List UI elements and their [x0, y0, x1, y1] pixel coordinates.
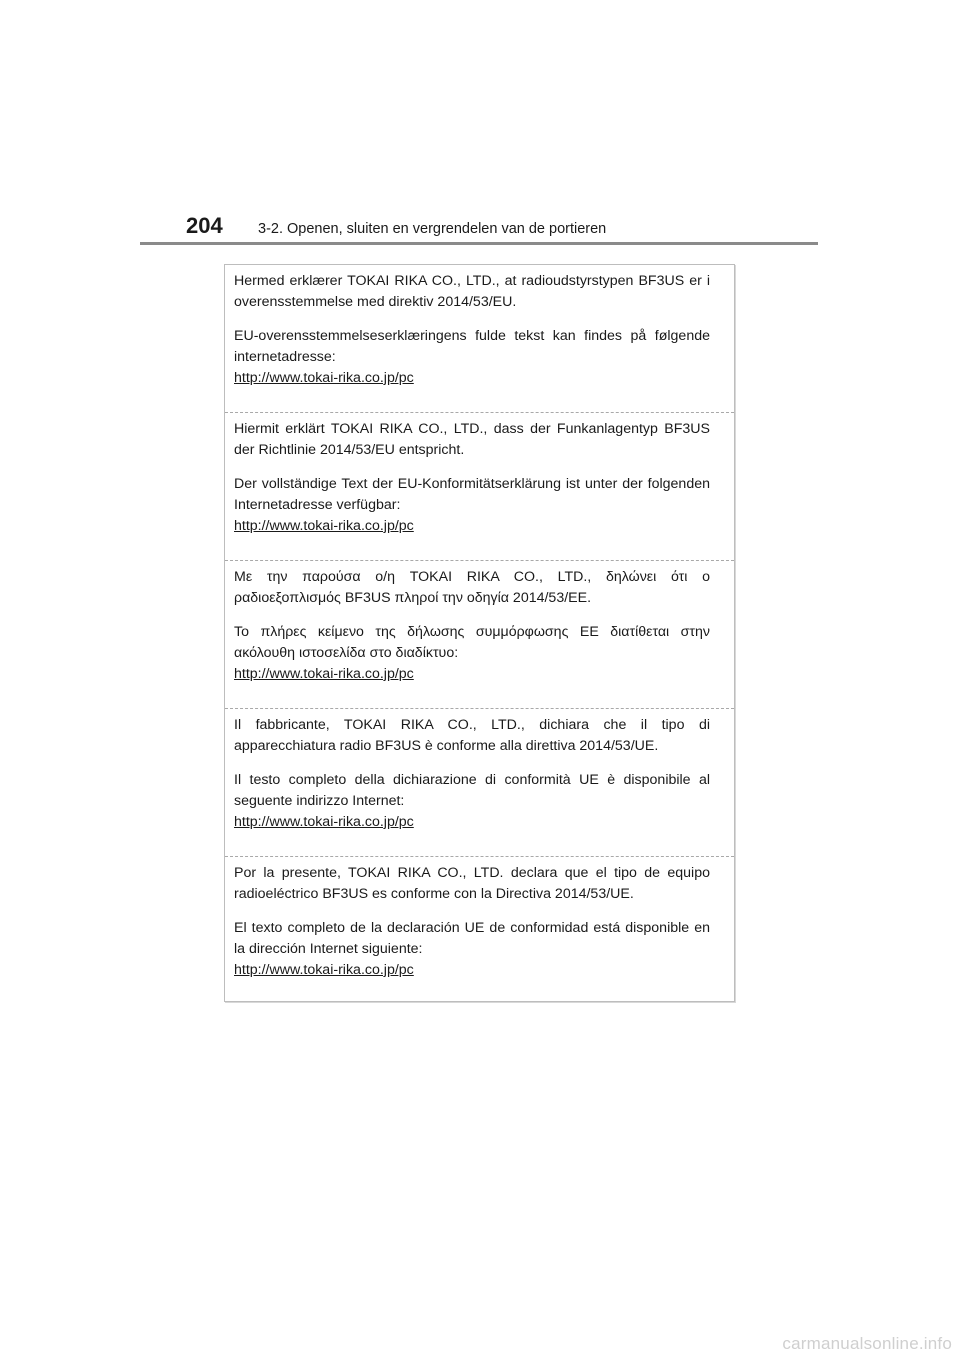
header-divider: [140, 242, 818, 245]
declaration-block-danish: [225, 265, 734, 413]
declaration-block-spanish: [225, 857, 734, 1001]
declaration-statement: Με την παρούσα ο/η TOKAI RIKA CO., LTD., δηλώνει ότι ο ραδιοεξοπλισμός BF3US πληροί την οδηγία 2014/53/ΕΕ.: [234, 569, 710, 606]
declaration-link[interactable]: http://www.tokai-rika.co.jp/pc: [234, 962, 414, 978]
declaration-availability: El texto completo de la declaración UE de conformidad está disponible en la dirección Internet siguiente:: [234, 920, 710, 957]
section-title: 3-2. Openen, sluiten en vergrendelen van de portieren: [258, 221, 607, 237]
declaration-availability: EU-overensstemmelseserklæringens fulde tekst kan findes på følgende internetadresse:: [234, 328, 710, 365]
declaration-availability: Το πλήρες κείμενο της δήλωσης συμμόρφωσης ΕΕ διατίθεται στην ακόλουθη ιστοσελίδα στο διαδίκτυο:: [234, 624, 710, 661]
declaration-link[interactable]: http://www.tokai-rika.co.jp/pc: [234, 370, 414, 386]
declaration-statement: Il fabbricante, TOKAI RIKA CO., LTD., dichiara che il tipo di apparecchiatura radio BF3US è conforme alla direttiva 2014/53/UE.: [234, 717, 710, 754]
declaration-statement: Hermed erklærer TOKAI RIKA CO., LTD., at radioudstyrstypen BF3US er i overensstemmelse med direktiv 2014/53/EU.: [234, 273, 710, 310]
declaration-link[interactable]: http://www.tokai-rika.co.jp/pc: [234, 518, 414, 534]
watermark: carmanualsonline.info: [782, 1334, 952, 1353]
declaration-panel: [224, 264, 735, 1002]
declaration-link[interactable]: http://www.tokai-rika.co.jp/pc: [234, 814, 414, 830]
declaration-statement: Hiermit erklärt TOKAI RIKA CO., LTD., dass der Funkanlagentyp BF3US der Richtlinie 2014/53/EU entspricht.: [234, 421, 710, 458]
declaration-block-german: [225, 413, 734, 561]
declaration-block-greek: [225, 561, 734, 709]
declaration-availability: Il testo completo della dichiarazione di conformità UE è disponibile al seguente indirizzo Internet:: [234, 772, 710, 809]
declaration-statement: Por la presente, TOKAI RIKA CO., LTD. declara que el tipo de equipo radioeléctrico BF3US es conforme con la Directiva 2014/53/UE.: [234, 865, 710, 902]
declaration-link[interactable]: http://www.tokai-rika.co.jp/pc: [234, 666, 414, 682]
page-number: 204: [186, 213, 223, 238]
declaration-availability: Der vollständige Text der EU-Konformitätserklärung ist unter der folgenden Internetadresse verfügbar:: [234, 476, 710, 513]
declaration-block-italian: [225, 709, 734, 857]
